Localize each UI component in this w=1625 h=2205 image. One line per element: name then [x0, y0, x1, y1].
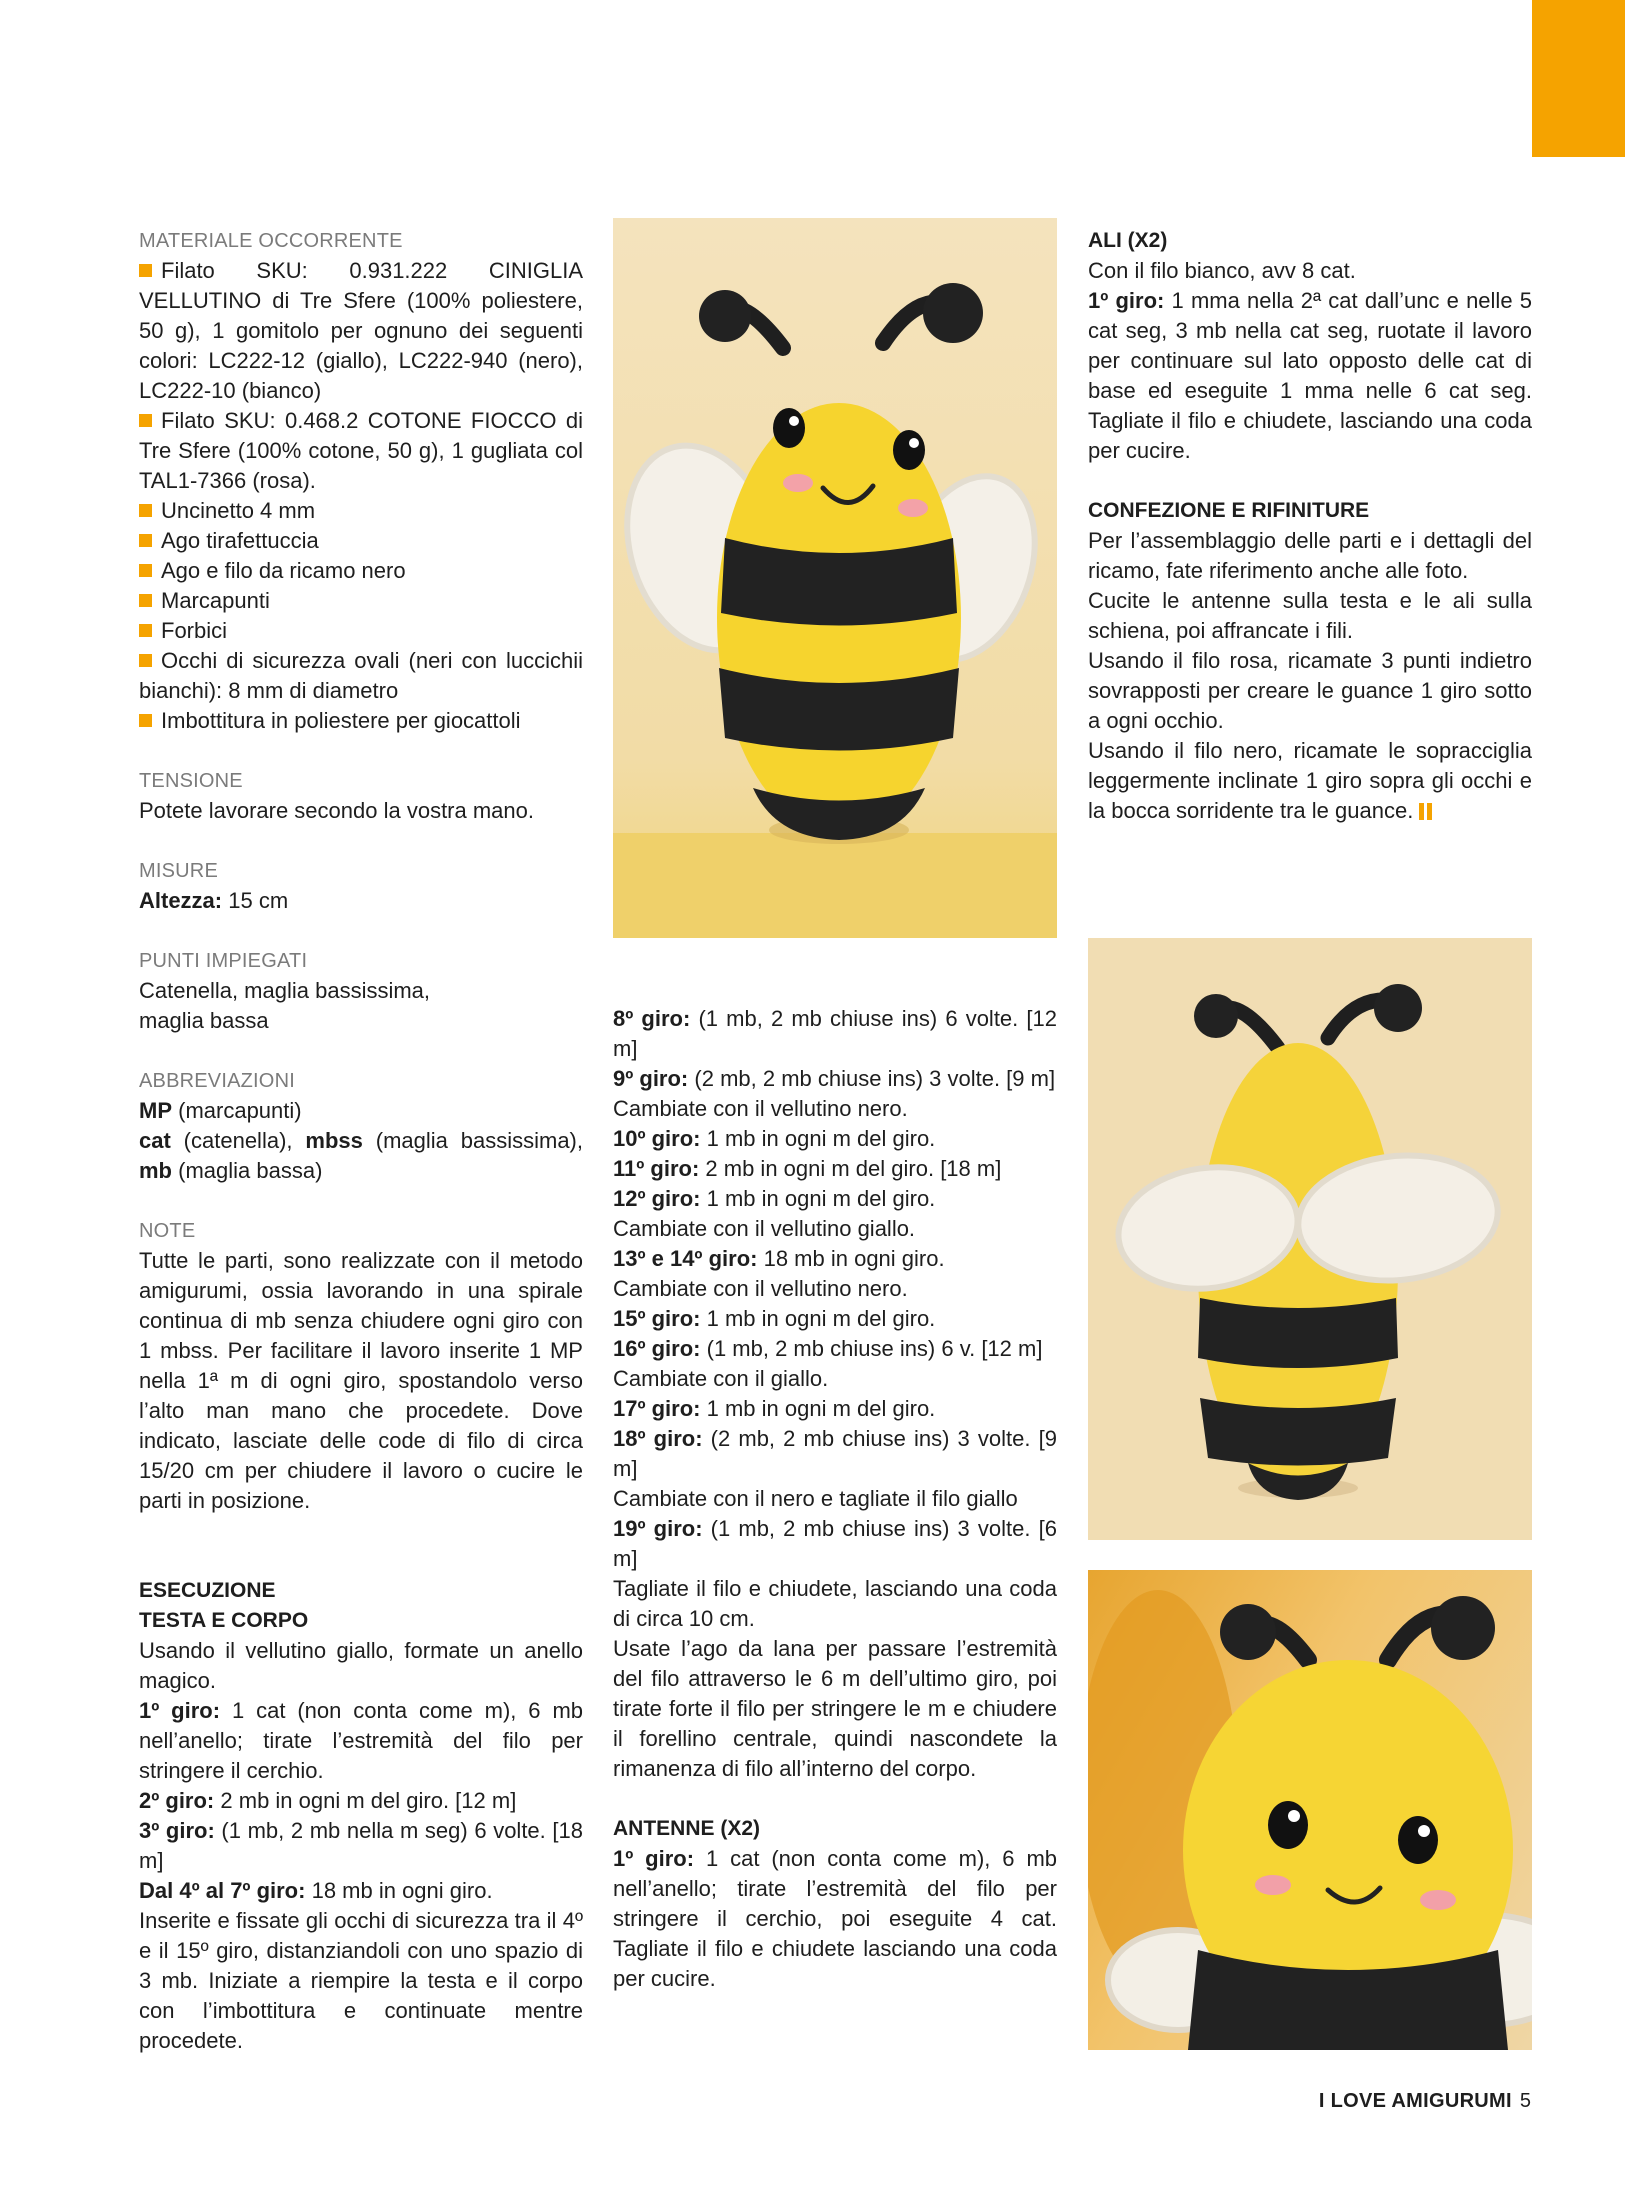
end-mark-icon: [1419, 803, 1432, 820]
abbreviazioni-heading: ABBREVIAZIONI: [139, 1070, 295, 1092]
row-instruction: 10º giro: 1 mb in ogni m del giro.: [613, 1126, 936, 1151]
esecuzione-heading: ESECUZIONE: [139, 1579, 276, 1602]
row-instruction: Dal 4º al 7º giro: 18 mb in ogni giro.: [139, 1878, 493, 1903]
punti-text: Catenella, maglia bassissima, maglia bassa: [139, 978, 431, 1033]
materiale-item: Imbottitura in poliestere per giocattoli: [139, 706, 583, 736]
bullet-square-icon: [139, 414, 152, 427]
color-change-note: Cambiate con il vellutino giallo.: [613, 1216, 916, 1241]
row-instruction: 16º giro: (1 mb, 2 mb chiuse ins) 6 v. [12 m]: [613, 1336, 1043, 1361]
corner-accent-tab: [1532, 0, 1625, 157]
materiale-item: Marcapunti: [139, 586, 583, 616]
confezione-text: Cucite le antenne sulla testa e le ali sulla schiena, poi affrancate i fili.: [1088, 588, 1532, 643]
bullet-square-icon: [139, 714, 152, 727]
bullet-square-icon: [139, 504, 152, 517]
color-change-note: Cambiate con il nero e tagliate il filo giallo: [613, 1486, 1018, 1511]
row-instruction: 17º giro: 1 mb in ogni m del giro.: [613, 1396, 936, 1421]
confezione-text: Usando il filo rosa, ricamate 3 punti indietro sovrapposti per creare le guance 1 giro sotto a ogni occhio.: [1088, 648, 1532, 733]
color-change-note: Cambiate con il vellutino nero.: [613, 1096, 908, 1121]
note-text: Tutte le parti, sono realizzate con il metodo amigurumi, ossia lavorando in una spirale continua di mb senza chiudere ogni giro con 1 mbss. Per facilitare il lavoro inserite 1 MP nella 1ª m di ogni giro, spostandolo verso l’alto man mano che procedete. Dove indicato, lasciate delle code di filo di circa 15/20 cm per chiudere il lavoro o cucire le parti in posizione.: [139, 1248, 583, 1513]
cut-note: Tagliate il filo e chiudete, lasciando una coda di circa 10 cm.: [613, 1576, 1057, 1631]
color-change-note: Cambiate con il vellutino nero.: [613, 1276, 908, 1301]
esecuzione-intro: Usando il vellutino giallo, formate un anello magico.: [139, 1638, 583, 1693]
color-change-note: Cambiate con il giallo.: [613, 1366, 829, 1391]
testa-corpo-heading: TESTA E CORPO: [139, 1609, 309, 1632]
misure-text: Altezza: 15 cm: [139, 888, 289, 913]
materiale-item: Ago tirafettuccia: [139, 526, 583, 556]
antenne-heading: ANTENNE (X2): [613, 1817, 761, 1840]
punti-heading: PUNTI IMPIEGATI: [139, 950, 308, 972]
row-instruction: 13º e 14º giro: 18 mb in ogni giro.: [613, 1246, 945, 1271]
row-instruction: 9º giro: (2 mb, 2 mb chiuse ins) 3 volte. [9 m]: [613, 1066, 1056, 1091]
left-column: [139, 226, 583, 2056]
middle-column: [613, 1004, 1057, 1994]
confezione-heading: CONFEZIONE E RIFINITURE: [1088, 499, 1370, 522]
tensione-heading: TENSIONE: [139, 770, 243, 792]
row-instruction: 15º giro: 1 mb in ogni m del giro.: [613, 1306, 936, 1331]
materiale-item: Occhi di sicurezza ovali (neri con luccichii bianchi): 8 mm di diametro: [139, 648, 583, 703]
note-heading: NOTE: [139, 1220, 196, 1242]
row-instruction: 18º giro: (2 mb, 2 mb chiuse ins) 3 volte. [9 m]: [613, 1426, 1057, 1481]
row-instruction: 1º giro: 1 mma nella 2ª cat dall’unc e nelle 5 cat seg, 3 mb nella cat seg, ruotate il lavoro per continuare sul lato opposto delle cat di base ed eseguite 1 mma nelle 6 cat seg. Tagliate il filo e chiudete, lasciando una coda per cucire.: [1088, 288, 1532, 463]
bullet-square-icon: [139, 534, 152, 547]
right-column: [1088, 226, 1532, 826]
bee-photo-front: [613, 218, 1057, 938]
row-instruction: 1º giro: 1 cat (non conta come m), 6 mb nell’anello; tirate l’estremità del filo per stringere il cerchio.: [139, 1698, 583, 1783]
ali-heading: ALI (X2): [1088, 229, 1168, 252]
materiale-item: Filato SKU: 0.468.2 COTONE FIOCCO di Tre Sfere (100% cotone, 50 g), 1 gugliata col TAL1-7366 (rosa).: [139, 408, 583, 493]
materiale-heading: MATERIALE OCCORRENTE: [139, 230, 403, 252]
confezione-text: Usando il filo nero, ricamate le sopracciglia leggermente inclinate 1 giro sopra gli occhi e la bocca sorridente tra le guance.: [1088, 738, 1532, 823]
bee-photo-closeup: [1088, 1570, 1532, 2050]
bullet-square-icon: [139, 264, 152, 277]
magazine-brand: I LOVE AMIGURUMI: [1318, 2090, 1512, 2112]
row-instruction: 12º giro: 1 mb in ogni m del giro.: [613, 1186, 936, 1211]
row-instruction: 3º giro: (1 mb, 2 mb nella m seg) 6 volte. [18 m]: [139, 1818, 583, 1873]
misure-heading: MISURE: [139, 860, 218, 882]
row-instruction: 1º giro: 1 cat (non conta come m), 6 mb nell’anello; tirate l’estremità del filo per stringere il cerchio, poi eseguite 4 cat. Tagliate il filo e chiudete lasciando una coda per cucire.: [613, 1846, 1057, 1991]
bullet-square-icon: [139, 624, 152, 637]
esecuzione-after: Inserite e fissate gli occhi di sicurezza tra il 4º e il 15º giro, distanziandoli con uno spazio di 3 mb. Iniziate a riempire la testa e il corpo con l’imbottitura e continuate mentre procedete.: [139, 1908, 583, 2053]
row-instruction: 2º giro: 2 mb in ogni m del giro. [12 m]: [139, 1788, 517, 1813]
bullet-square-icon: [139, 594, 152, 607]
ali-intro: Con il filo bianco, avv 8 cat.: [1088, 258, 1356, 283]
materiale-item: Ago e filo da ricamo nero: [139, 556, 583, 586]
row-instruction: 8º giro: (1 mb, 2 mb chiuse ins) 6 volte. [12 m]: [613, 1006, 1057, 1061]
confezione-text: Per l’assemblaggio delle parti e i dettagli del ricamo, fate riferimento anche alle foto.: [1088, 528, 1532, 583]
row-instruction: 11º giro: 2 mb in ogni m del giro. [18 m]: [613, 1156, 1002, 1181]
finish-note: Usate l’ago da lana per passare l’estremità del filo attraverso le 6 m dell’ultimo giro, poi tirate forte il filo per stringere le m e chiudere il forellino centrale, quindi nascondete la rimanenza di filo all’interno del corpo.: [613, 1636, 1057, 1781]
materiale-item: Uncinetto 4 mm: [139, 496, 583, 526]
tensione-text: Potete lavorare secondo la vostra mano.: [139, 798, 535, 823]
page-number: 5: [1519, 2090, 1531, 2112]
abbreviazioni-text: MP (marcapunti) cat (catenella), mbss (maglia bassissima), mb (maglia bassa): [139, 1098, 583, 1183]
materiale-item: Forbici: [139, 616, 583, 646]
bee-photo-side: [1088, 938, 1532, 1540]
bullet-square-icon: [139, 654, 152, 667]
bullet-square-icon: [139, 564, 152, 577]
row-instruction: 19º giro: (1 mb, 2 mb chiuse ins) 3 volte. [6 m]: [613, 1516, 1057, 1571]
page-footer: [1319, 2086, 1531, 2116]
materiale-item: Filato SKU: 0.931.222 CINIGLIA VELLUTINO di Tre Sfere (100% poliestere, 50 g), 1 gomitolo per ognuno dei seguenti colori: LC222-12 (giallo), LC222-940 (nero), LC222-10 (bianco): [139, 258, 583, 403]
